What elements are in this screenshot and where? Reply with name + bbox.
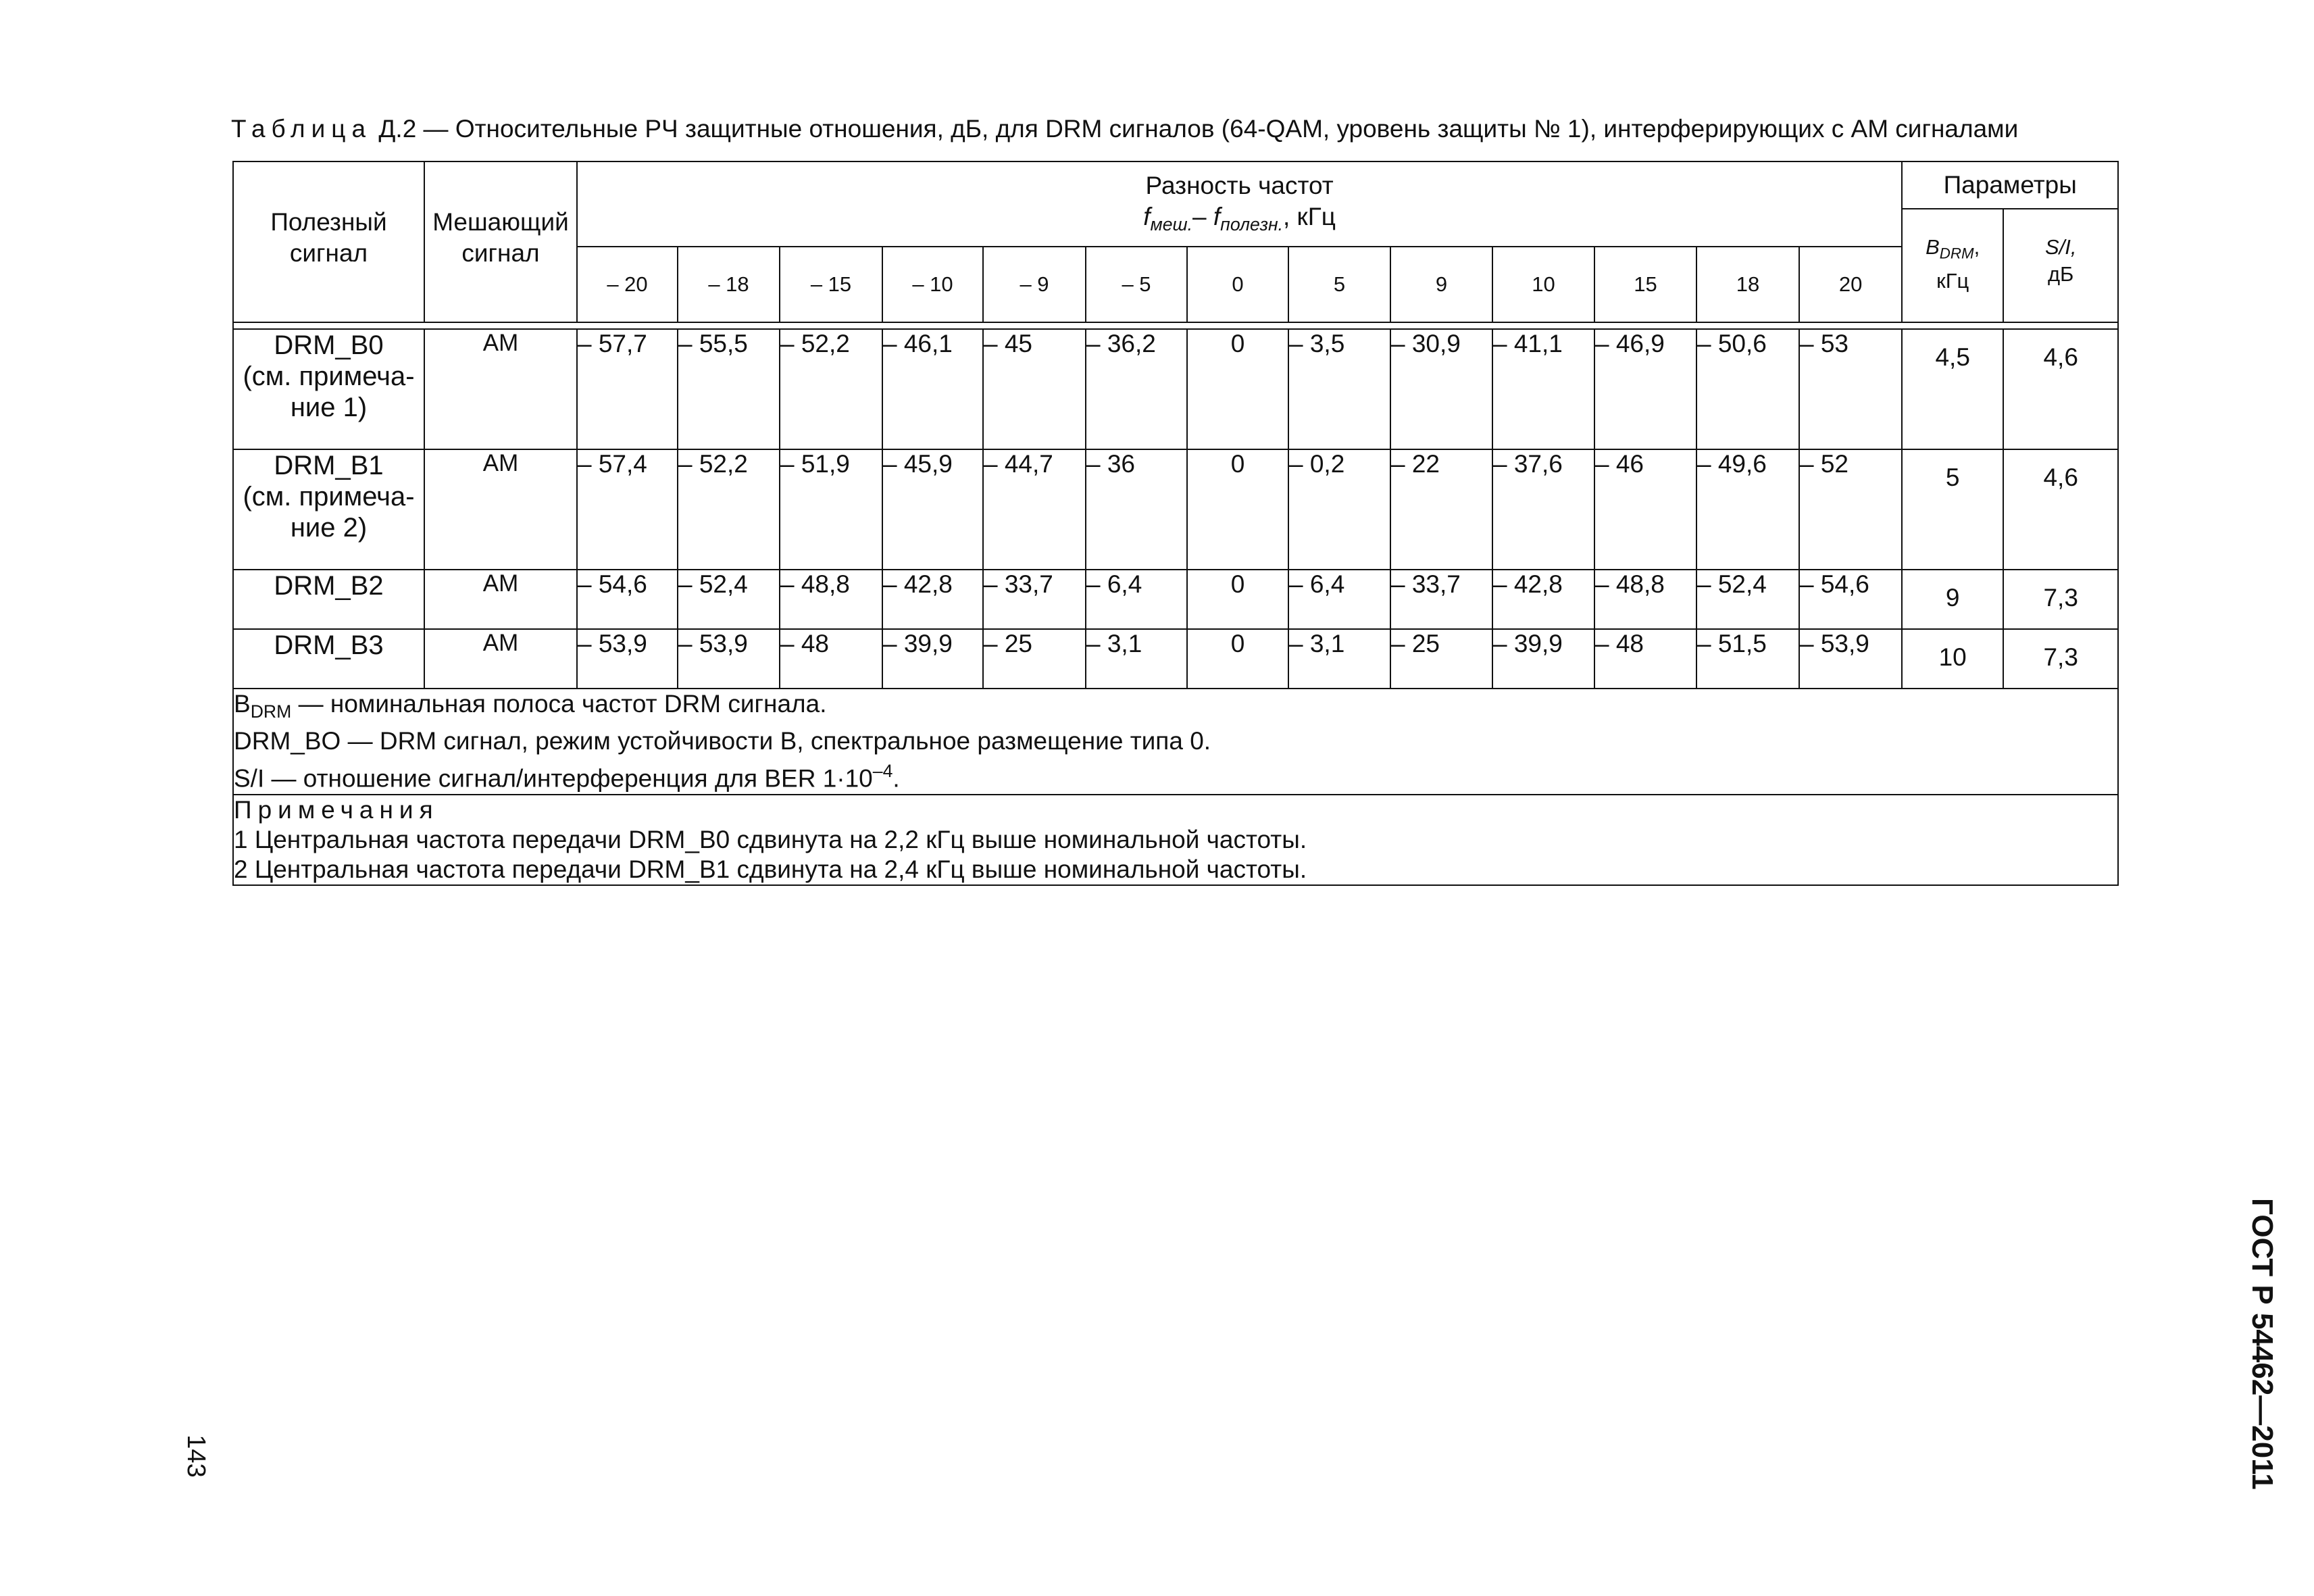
legend-drm-bo: DRM_BO — DRM сигнал, режим устойчивости B, спектральное размещение типа 0. xyxy=(234,726,1211,755)
signal-name-line: ние 1) xyxy=(290,393,368,422)
header-wanted-line: сигнал xyxy=(289,239,368,267)
freq-offset-header: 18 xyxy=(1696,247,1799,322)
si-cell: 4,6 xyxy=(2003,329,2118,449)
page-number: 143 xyxy=(182,1435,210,1478)
protection-ratio-table xyxy=(232,161,2119,886)
standard-designation: ГОСТ Р 54462—2011 xyxy=(2246,1198,2279,1490)
interferer-cell: AM xyxy=(424,329,577,449)
header-bdrm: $B_{DRM}$, кГц xyxy=(1902,209,2003,322)
bdrm-cell: 9 xyxy=(1902,570,2003,629)
protection-value-cell: – 46 xyxy=(1594,449,1696,570)
protection-value-cell: – 6,4 xyxy=(1288,570,1390,629)
protection-value-cell: – 36,2 xyxy=(1086,329,1187,449)
header-freq-title: Разность частот xyxy=(1145,172,1334,199)
header-parameters: Параметры xyxy=(1902,161,2118,209)
note-item: 1 Центральная частота передачи DRM_B0 сдвинута на 2,2 кГц выше номинальной частоты. xyxy=(234,825,1307,853)
protection-value-cell: – 48 xyxy=(1594,629,1696,689)
protection-value-cell: – 51,5 xyxy=(1696,629,1799,689)
caption-text: Д.2 — Относительные РЧ защитные отношения, дБ, для DRM сигналов (64-QAM, уровень защиты № 1), интерферирующих с AM сигналами xyxy=(372,115,2019,143)
si-cell: 7,3 xyxy=(2003,629,2118,689)
signal-name-line: DRM_B0 xyxy=(274,330,384,360)
signal-name-line: ние 2) xyxy=(290,513,368,543)
protection-value-cell: 0 xyxy=(1187,570,1288,629)
signal-name-cell xyxy=(233,629,424,689)
protection-value-cell: – 45 xyxy=(983,329,1086,449)
freq-offset-header: 10 xyxy=(1492,247,1594,322)
freq-offset-header: – 5 xyxy=(1086,247,1187,322)
interferer-cell: AM xyxy=(424,629,577,689)
protection-value-cell: – 52,2 xyxy=(678,449,780,570)
protection-value-cell: – 25 xyxy=(983,629,1086,689)
si-cell: 4,6 xyxy=(2003,449,2118,570)
freq-offset-header: 20 xyxy=(1799,247,1902,322)
table-caption xyxy=(231,115,2018,143)
protection-value-cell: 0 xyxy=(1187,449,1288,570)
data-rows xyxy=(233,329,2118,689)
protection-value-cell: – 53,9 xyxy=(678,629,780,689)
notes-row xyxy=(233,795,2118,885)
signal-name-line: DRM_B1 xyxy=(274,451,384,480)
signal-name-line: DRM_B2 xyxy=(274,571,384,601)
signal-name-cell xyxy=(233,570,424,629)
table-row xyxy=(233,570,2118,629)
protection-value-cell: – 3,1 xyxy=(1086,629,1187,689)
protection-value-cell: – 22 xyxy=(1390,449,1492,570)
protection-value-cell: – 39,9 xyxy=(882,629,983,689)
protection-value-cell: – 48 xyxy=(780,629,882,689)
protection-value-cell: – 55,5 xyxy=(678,329,780,449)
caption-prefix: Таблица xyxy=(231,115,372,143)
protection-value-cell: – 6,4 xyxy=(1086,570,1187,629)
protection-value-cell: – 0,2 xyxy=(1288,449,1390,570)
protection-value-cell: – 49,6 xyxy=(1696,449,1799,570)
notes-title: Примечания xyxy=(234,795,439,824)
freq-offset-header: – 10 xyxy=(882,247,983,322)
bdrm-cell: 5 xyxy=(1902,449,2003,570)
protection-value-cell: – 53,9 xyxy=(1799,629,1902,689)
protection-value-cell: – 33,7 xyxy=(983,570,1086,629)
legend-si: S/I — отношение сигнал/интерференция для BER $1\cdot 10^{-4}$. xyxy=(234,760,900,793)
table-row xyxy=(233,629,2118,689)
protection-value-cell: – 42,8 xyxy=(882,570,983,629)
header-frequency-difference xyxy=(577,161,1902,247)
bdrm-cell: 10 xyxy=(1902,629,2003,689)
header-interfering-line: сигнал xyxy=(461,239,540,267)
freq-offset-header: – 20 xyxy=(577,247,678,322)
interferer-cell: AM xyxy=(424,449,577,570)
legend-cell xyxy=(233,689,2118,795)
protection-value-cell: – 44,7 xyxy=(983,449,1086,570)
note-item: 2 Центральная частота передачи DRM_B1 сдвинута на 2,4 кГц выше номинальной частоты. xyxy=(234,855,1307,883)
table-row xyxy=(233,329,2118,449)
signal-name-cell xyxy=(233,449,424,570)
protection-value-cell: – 25 xyxy=(1390,629,1492,689)
protection-value-cell: – 54,6 xyxy=(1799,570,1902,629)
freq-offset-header: 0 xyxy=(1187,247,1288,322)
protection-value-cell: – 52,4 xyxy=(678,570,780,629)
protection-value-cell: – 57,7 xyxy=(577,329,678,449)
signal-name-line: (см. примеча- xyxy=(243,361,415,391)
table-row xyxy=(233,449,2118,570)
si-cell: 7,3 xyxy=(2003,570,2118,629)
legend-row xyxy=(233,689,2118,795)
protection-value-cell: – 33,7 xyxy=(1390,570,1492,629)
protection-value-cell: – 3,5 xyxy=(1288,329,1390,449)
freq-offset-header: 9 xyxy=(1390,247,1492,322)
header-freq-formula: $f_{меш.}-$ $f_{полезн.}$, кГц xyxy=(1143,203,1336,234)
protection-value-cell: – 3,1 xyxy=(1288,629,1390,689)
protection-value-cell: – 30,9 xyxy=(1390,329,1492,449)
protection-value-cell: – 45,9 xyxy=(882,449,983,570)
freq-offset-header: 15 xyxy=(1594,247,1696,322)
protection-value-cell: – 48,8 xyxy=(1594,570,1696,629)
protection-value-cell: – 57,4 xyxy=(577,449,678,570)
protection-value-cell: – 50,6 xyxy=(1696,329,1799,449)
header-separator xyxy=(233,322,2118,329)
header-interfering-signal xyxy=(424,161,577,322)
freq-offset-header: 5 xyxy=(1288,247,1390,322)
protection-value-cell: – 54,6 xyxy=(577,570,678,629)
protection-value-cell: 0 xyxy=(1187,629,1288,689)
bdrm-cell: 4,5 xyxy=(1902,329,2003,449)
freq-offset-header: – 9 xyxy=(983,247,1086,322)
header-wanted-line: Полезный xyxy=(270,208,387,236)
protection-value-cell: – 52 xyxy=(1799,449,1902,570)
signal-name-line: DRM_B3 xyxy=(274,630,384,660)
protection-value-cell: – 42,8 xyxy=(1492,570,1594,629)
protection-value-cell: – 46,9 xyxy=(1594,329,1696,449)
protection-value-cell: 0 xyxy=(1187,329,1288,449)
header-wanted-signal xyxy=(233,161,424,322)
freq-offset-header: – 18 xyxy=(678,247,780,322)
protection-value-cell: – 39,9 xyxy=(1492,629,1594,689)
legend-bdrm: $B_{DRM}$ — номинальная полоса частот DRM сигнала. xyxy=(234,690,827,722)
protection-value-cell: – 51,9 xyxy=(780,449,882,570)
notes-cell xyxy=(233,795,2118,885)
signal-name-line: (см. примеча- xyxy=(243,482,415,512)
protection-value-cell: – 52,2 xyxy=(780,329,882,449)
protection-value-cell: – 53 xyxy=(1799,329,1902,449)
protection-value-cell: – 36 xyxy=(1086,449,1187,570)
protection-value-cell: – 48,8 xyxy=(780,570,882,629)
protection-value-cell: – 37,6 xyxy=(1492,449,1594,570)
interferer-cell: AM xyxy=(424,570,577,629)
header-si: S/I, дБ xyxy=(2003,209,2118,322)
protection-value-cell: – 52,4 xyxy=(1696,570,1799,629)
protection-value-cell: – 53,9 xyxy=(577,629,678,689)
protection-value-cell: – 41,1 xyxy=(1492,329,1594,449)
signal-name-cell xyxy=(233,329,424,449)
protection-value-cell: – 46,1 xyxy=(882,329,983,449)
header-interfering-line: Мешающий xyxy=(432,208,569,236)
freq-offset-header: – 15 xyxy=(780,247,882,322)
